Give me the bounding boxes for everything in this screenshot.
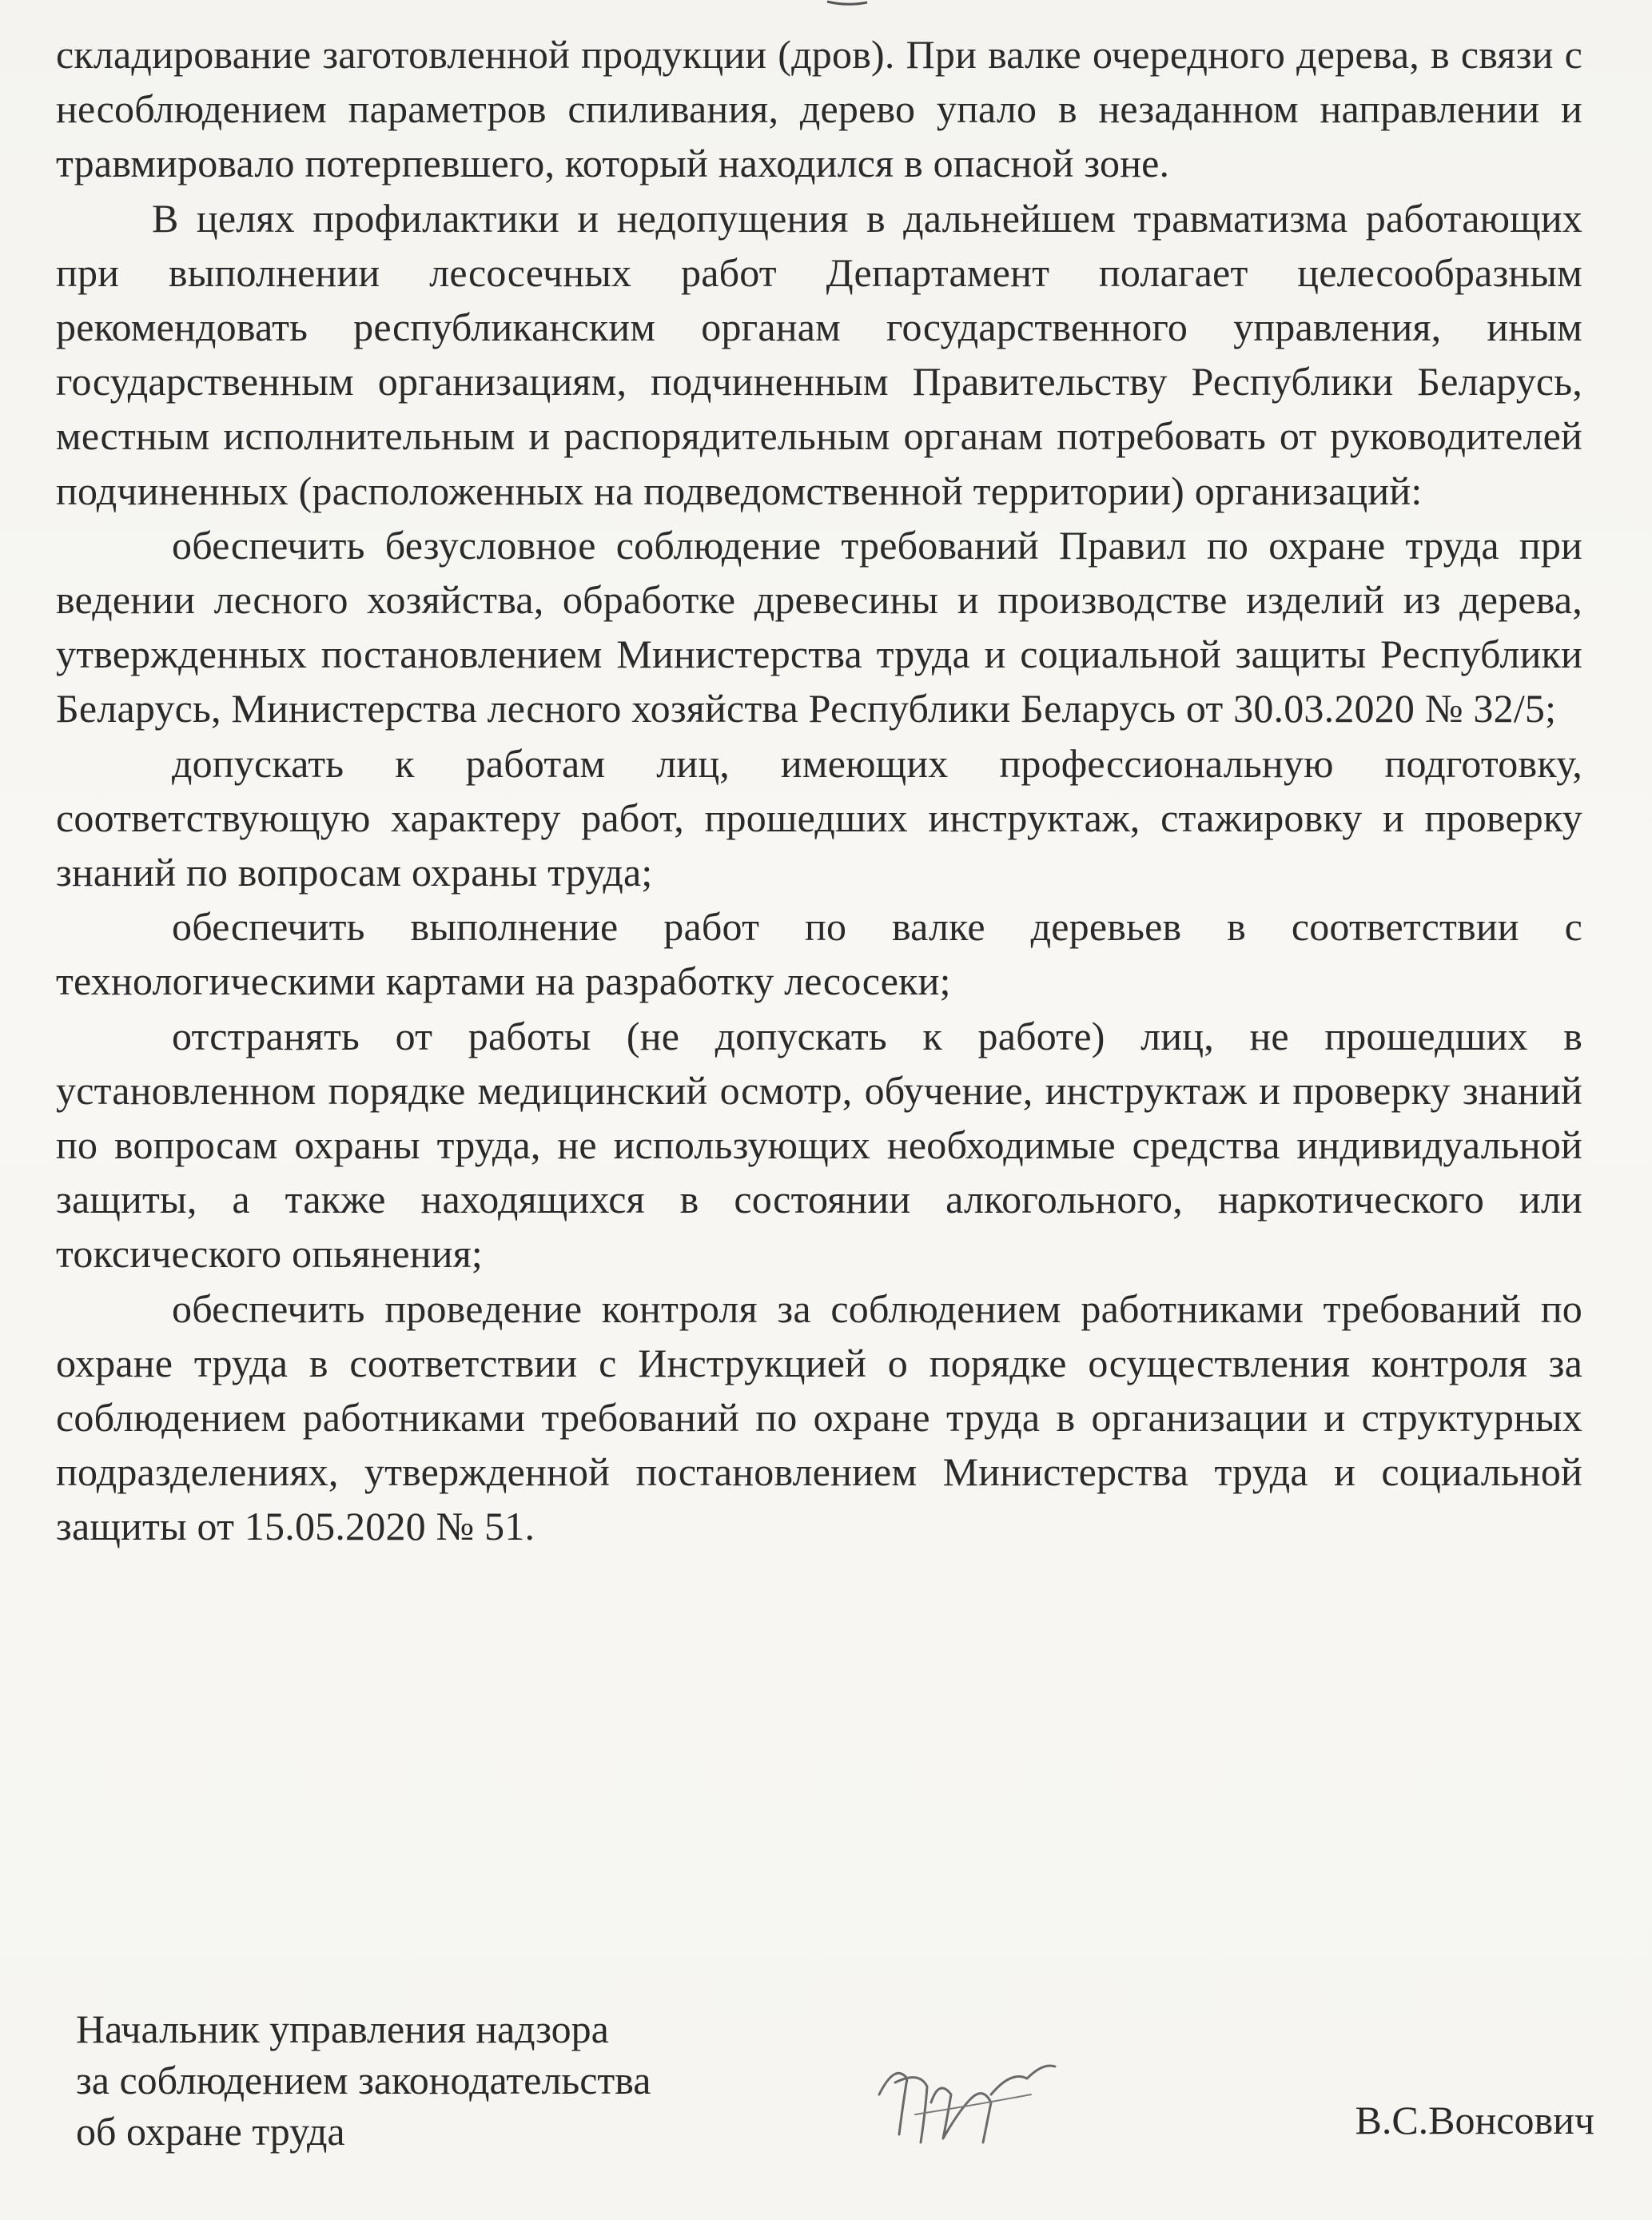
paragraph-incident: складирование заготовленной продукции (дров). При валке очередного дерева, в связи с несоблюдением параметров спиливания, дерево упало в незаданном направлении и травмировало потерпевшего, который находился в опасной зоне. — [56, 32, 1582, 186]
signer-name: В.С.Вонсович — [1355, 2098, 1594, 2142]
paragraph-requirement-admission: допускать к работам лиц, имеющих профессиональную подготовку, соответствующую характеру работ, прошедших инструктаж, стажировку и проверку знаний по вопросам охраны труда; — [56, 740, 1582, 895]
document-body — [56, 27, 1582, 1554]
paragraph-requirement-suspension: отстранять от работы (не допускать к работе) лиц, не прошедших в установленном порядке медицинский осмотр, обучение, инструктаж и проверку знаний по вопросам охраны труда, не использующих необходимые средства индивидуальной защиты, а также находящихся в состоянии алкогольного, наркотического или токсического опьянения; — [56, 1013, 1582, 1277]
position-line-2: за соблюдением законодательства — [76, 2058, 651, 2102]
paragraph-requirement-control: обеспечить проведение контроля за соблюдением работниками требований по охране труда в соответствии с Инструкцией о порядке осуществления контроля за соблюдением работниками требований по охране труда в организации и структурных подразделениях, утвержденной постановлением Министерства труда и социальной защиты от 15.05.2020 № 51. — [56, 1285, 1582, 1549]
position-line-1: Начальник управления надзора — [76, 2007, 609, 2051]
paragraph-requirement-felling: обеспечить выполнение работ по валке деревьев в соответствии с технологическими картами на разработку лесосеки; — [56, 904, 1582, 1004]
handwritten-signature — [871, 2047, 1063, 2166]
paragraph-requirement-rules: обеспечить безусловное соблюдение требований Правил по охране труда при ведении лесного хозяйства, обработке древесины и производстве изделий из дерева, утвержденных постановлением Министерства труда и социальной защиты Республики Беларусь, Министерства лесного хозяйства Республики Беларусь от 30.03.2020 № 32/5; — [56, 522, 1582, 731]
paragraph-recommendation: В целях профилактики и недопущения в дальнейшем травматизма работающих при выполнении лесосечных работ Департамент полагает целесообразным рекомендовать республиканским органам государственного управления, иным государственным организациям, подчиненным Правительству Республики Беларусь, местным исполнительным и распорядительным органам потребовать от руководителей подчиненных (расположенных на подведомственной территории) организаций: — [56, 195, 1582, 513]
signatory-position — [76, 2003, 651, 2157]
page-edge-mark — [823, 0, 871, 8]
position-line-3: об охране труда — [76, 2109, 345, 2154]
